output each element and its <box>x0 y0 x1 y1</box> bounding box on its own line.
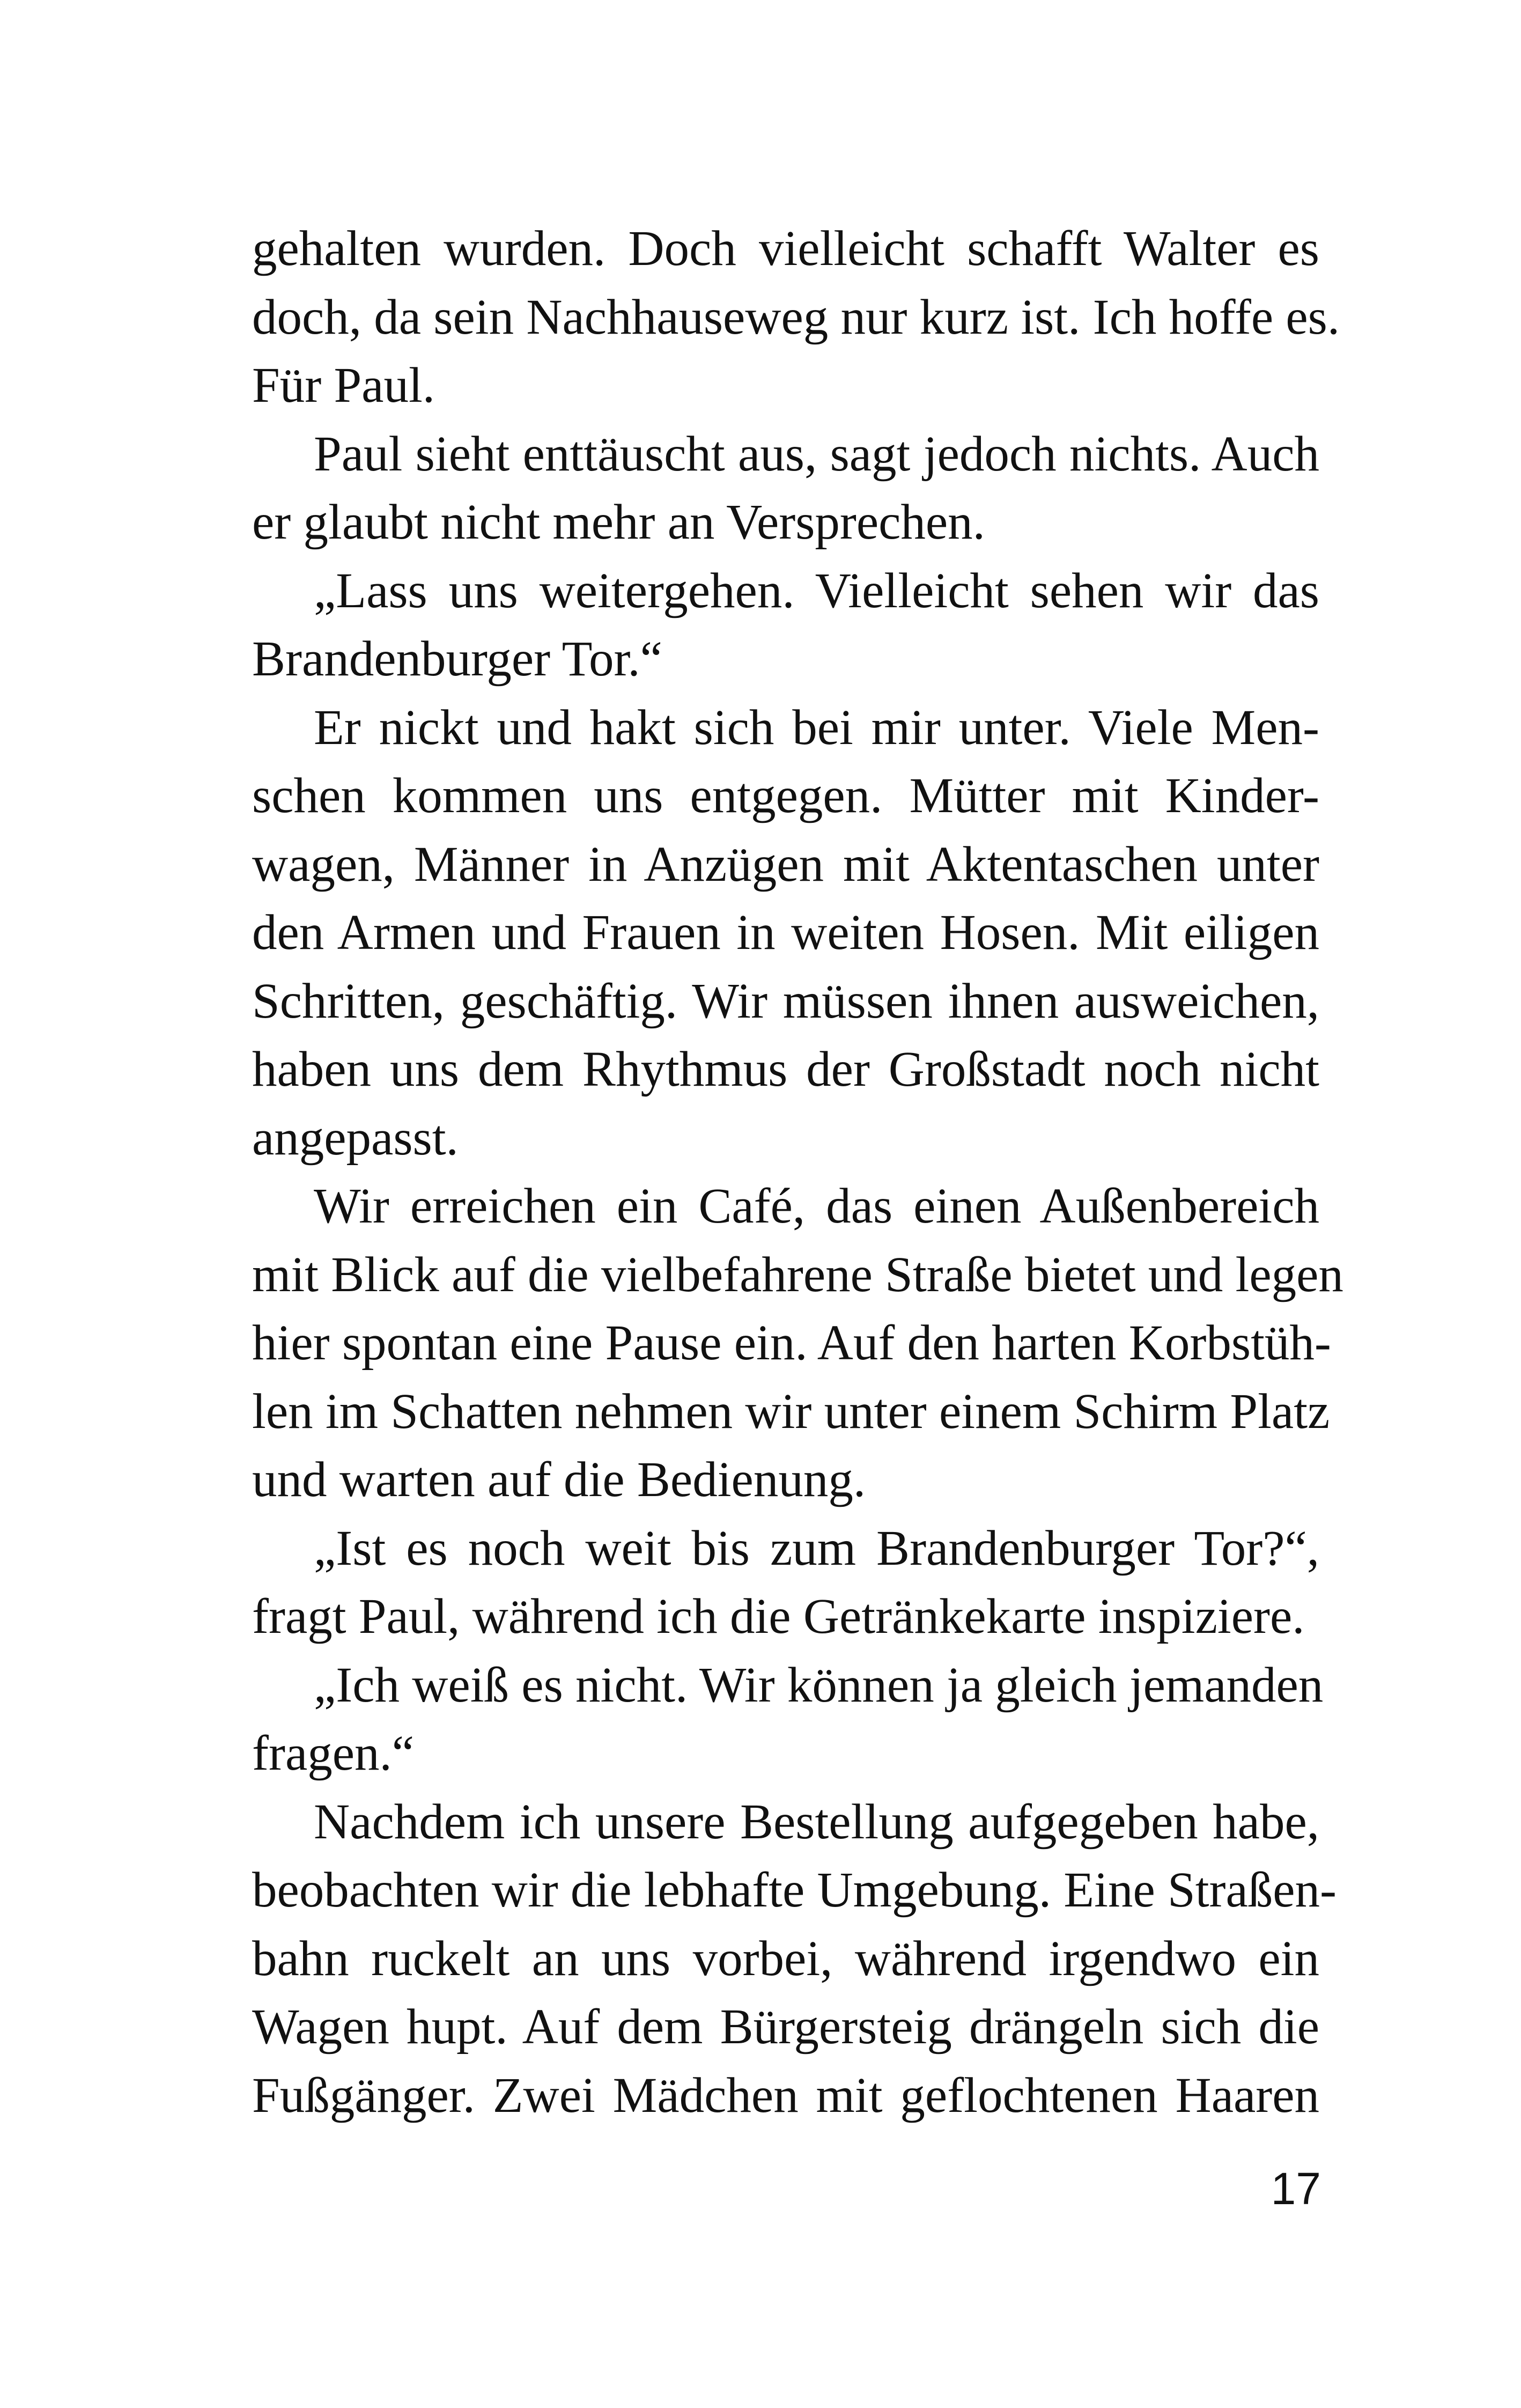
text-line: angepasst. <box>252 1110 459 1166</box>
text-line: doch, da sein Nachhauseweg nur kurz ist. Ich hoffe es. <box>252 289 1340 345</box>
text-line: gehalten wurden. Doch vielleicht schafft Walter es <box>252 221 1319 276</box>
text-line: wagen, Männer in Anzügen mit Aktentaschen unter <box>252 836 1319 892</box>
text-line: Für Paul. <box>252 358 435 413</box>
text-line: Nachdem ich unsere Bestellung aufgegeben habe, <box>314 1794 1319 1850</box>
text-line: Schritten, geschäftig. Wir müssen ihnen ausweichen, <box>252 973 1319 1029</box>
text-line: fragen.“ <box>252 1726 415 1781</box>
text-line: Brandenburger Tor.“ <box>252 631 662 687</box>
text-line: Fußgänger. Zwei Mädchen mit geflochtenen Haaren <box>252 2067 1319 2123</box>
text-line: den Armen und Frauen in weiten Hosen. Mit eiligen <box>252 905 1319 960</box>
text-line: fragt Paul, während ich die Getränkekarte inspiziere. <box>252 1589 1305 1644</box>
text-line: er glaubt nicht mehr an Versprechen. <box>252 495 985 550</box>
text-line: schen kommen uns entgegen. Mütter mit Kinder- <box>252 768 1319 823</box>
text-line: „Ist es noch weit bis zum Brandenburger Tor?“, <box>314 1520 1319 1576</box>
body-text <box>252 215 1343 2130</box>
text-line: Paul sieht enttäuscht aus, sagt jedoch nichts. Auch <box>314 426 1319 482</box>
text-line: hier spontan eine Pause ein. Auf den harten Korbstüh- <box>252 1315 1331 1371</box>
text-line: len im Schatten nehmen wir unter einem Schirm Platz <box>252 1383 1330 1439</box>
text-line: „Lass uns weitergehen. Vielleicht sehen wir das <box>314 563 1319 618</box>
text-line: haben uns dem Rhythmus der Großstadt noch nicht <box>252 1042 1319 1097</box>
text-line: Er nickt und hakt sich bei mir unter. Viele Men- <box>314 699 1319 755</box>
text-line: bahn ruckelt an uns vorbei, während irgendwo ein <box>252 1931 1319 1986</box>
page-number: 17 <box>1271 2163 1321 2214</box>
text-line: mit Blick auf die vielbefahrene Straße bietet und legen <box>252 1247 1343 1302</box>
text-line: Wir erreichen ein Café, das einen Außenbereich <box>314 1179 1319 1234</box>
text-line: beobachten wir die lebhafte Umgebung. Eine Straßen- <box>252 1862 1337 1918</box>
text-line: „Ich weiß es nicht. Wir können ja gleich jemanden <box>314 1657 1324 1713</box>
text-line: und warten auf die Bedienung. <box>252 1452 866 1507</box>
text-line: Wagen hupt. Auf dem Bürgersteig drängeln sich die <box>252 1999 1319 2054</box>
